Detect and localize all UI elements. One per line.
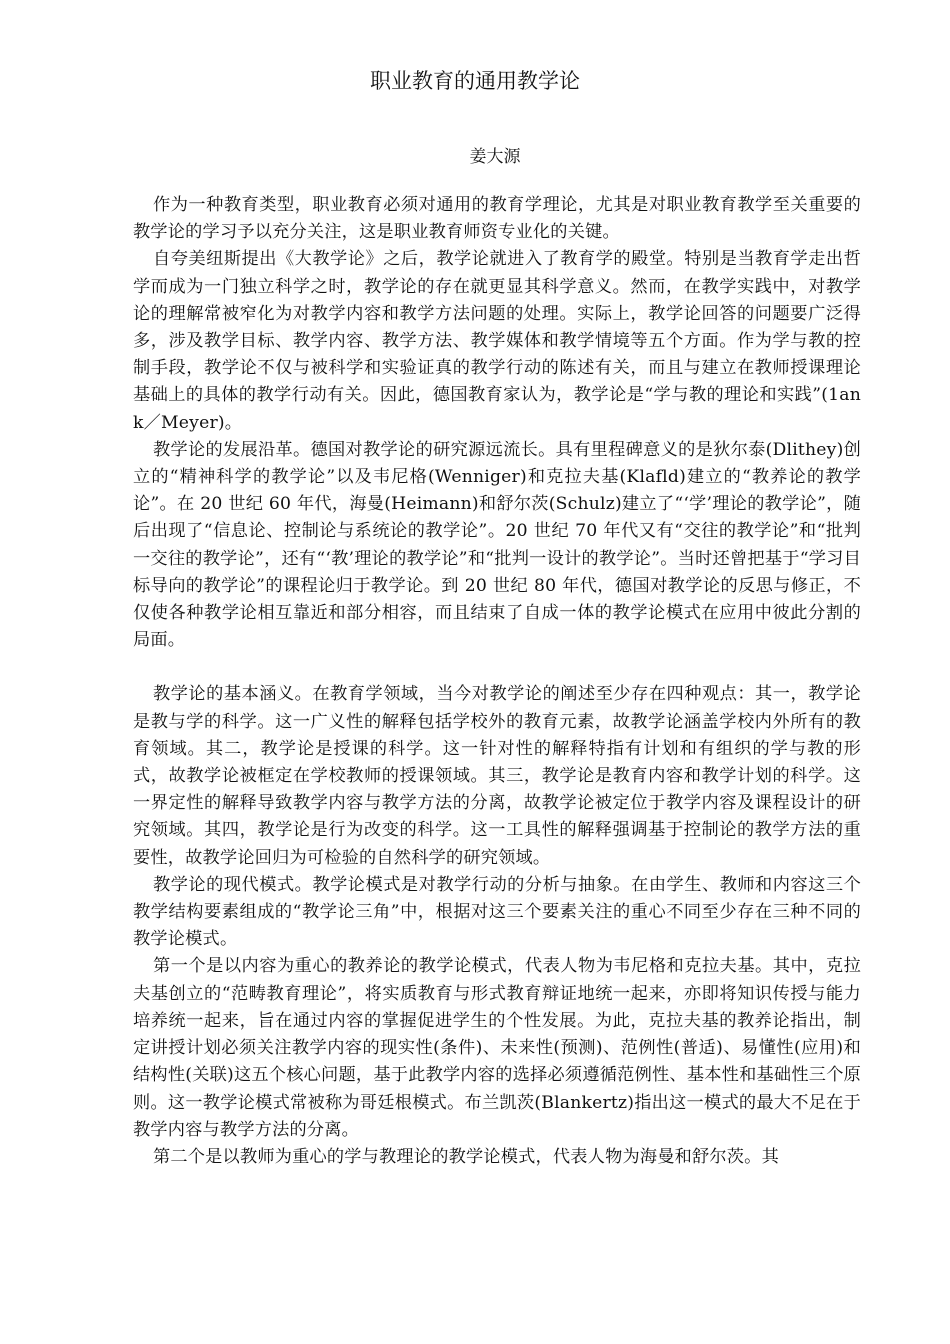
document-body	[133, 192, 861, 1171]
paragraph-comenius: 自夸美纽斯提出《大教学论》之后，教学论就进入了教育学的殿堂。特别是当教育学走出哲学而成为一门独立科学之时，教学论的存在就更显其科学意义。然而，在教学实践中，对教学论的理解常被窄化为对教学内容和教学方法问题的处理。实际上，教学论回答的问题要广泛得多，涉及教学目标、教学内容、教学方法、教学媒体和教学情境等五个方面。作为学与教的控制手段，教学论不仅与被科学和实验证真的教学行动的陈述有关，而且与建立在教师授课理论基础上的具体的教学行动有关。因此，德国教育家认为，教学论是“学与教的理论和实践”(1ank／Meyer)。	[133, 249, 861, 433]
paragraph-history: 教学论的发展沿革。德国对教学论的研究源远流长。具有里程碑意义的是狄尔泰(Dlithey)创立的“精神科学的教学论”以及韦尼格(Wenniger)和克拉夫基(Klafld)建立的“教养论的教学论”。在 20 世纪 60 年代，海曼(Heimann)和舒尔茨(Schulz)建立了“‘学’理论的教学论”，随后出现了“信息论、控制论与系统论的教学论”。20 世纪 70 年代又有“交往的教学论”和“批判一交往的教学论”，还有“‘教’理论的教学论”和“批判一设计的教学论”。当时还曾把基于“学习目标导向的教学论”的课程论归于教学论。到 20 世纪 80 年代，德国对教学论的反思与修正，不仅使各种教学论相互靠近和部分相容，而且结束了自成一体的教学论模式在应用中彼此分割的局面。	[133, 439, 861, 651]
paragraph-second-model: 第二个是以教师为重心的学与教理论的教学论模式，代表人物为海曼和舒尔茨。其	[153, 1146, 779, 1167]
document-author: 姜大源	[469, 147, 521, 167]
paragraph-modern-models: 教学论的现代模式。教学论模式是对教学行动的分析与抽象。在由学生、教师和内容这三个教学结构要素组成的“教学论三角”中，根据对这三个要素关注的重心不同至少存在三种不同的教学论模式。	[133, 874, 861, 950]
paragraph-basic-meaning: 教学论的基本涵义。在教育学领域，当今对教学论的阐述至少存在四种观点：其一，教学论是教与学的科学。这一广义性的解释包括学校外的教育元素，故教学论涵盖学校内外所有的教育领域。其二，教学论是授课的科学。这一针对性的解释特指有计划和有组织的学与教的形式，故教学论被框定在学校教师的授课领域。其三，教学论是教育内容和教学计划的科学。这一界定性的解释导致教学内容与教学方法的分离，故教学论被定位于教学内容及课程设计的研究领域。其四，教学论是行为改变的科学。这一工具性的解释强调基于控制论的教学方法的重要性，故教学论回归为可检验的自然科学的研究领域。	[133, 684, 861, 868]
document-title: 职业教育的通用教学论	[370, 69, 580, 93]
paragraph-first-model: 第一个是以内容为重心的教养论的教学论模式，代表人物为韦尼格和克拉夫基。其中，克拉夫基创立的“范畴教育理论”，将实质教育与形式教育辩证地统一起来，亦即将知识传授与能力培养统一起来，旨在通过内容的掌握促进学生的个性发展。为此，克拉夫基的教养论指出，制定讲授计划必须关注教学内容的现实性(条件)、未来性(预测)、范例性(普适)、易懂性(应用)和结构性(关联)这五个核心问题，基于此教学内容的选择必须遵循范例性、基本性和基础性三个原则。这一教学论模式常被称为哥廷根模式。布兰凯茨(Blankertz)指出这一模式的最大不足在于教学内容与教学方法的分离。	[133, 956, 861, 1140]
paragraph-intro: 作为一种教育类型，职业教育必须对通用的教育学理论，尤其是对职业教育教学至关重要的教学论的学习予以充分关注，这是职业教育师资专业化的关键。	[133, 195, 861, 243]
paragraph-gap	[133, 654, 861, 681]
